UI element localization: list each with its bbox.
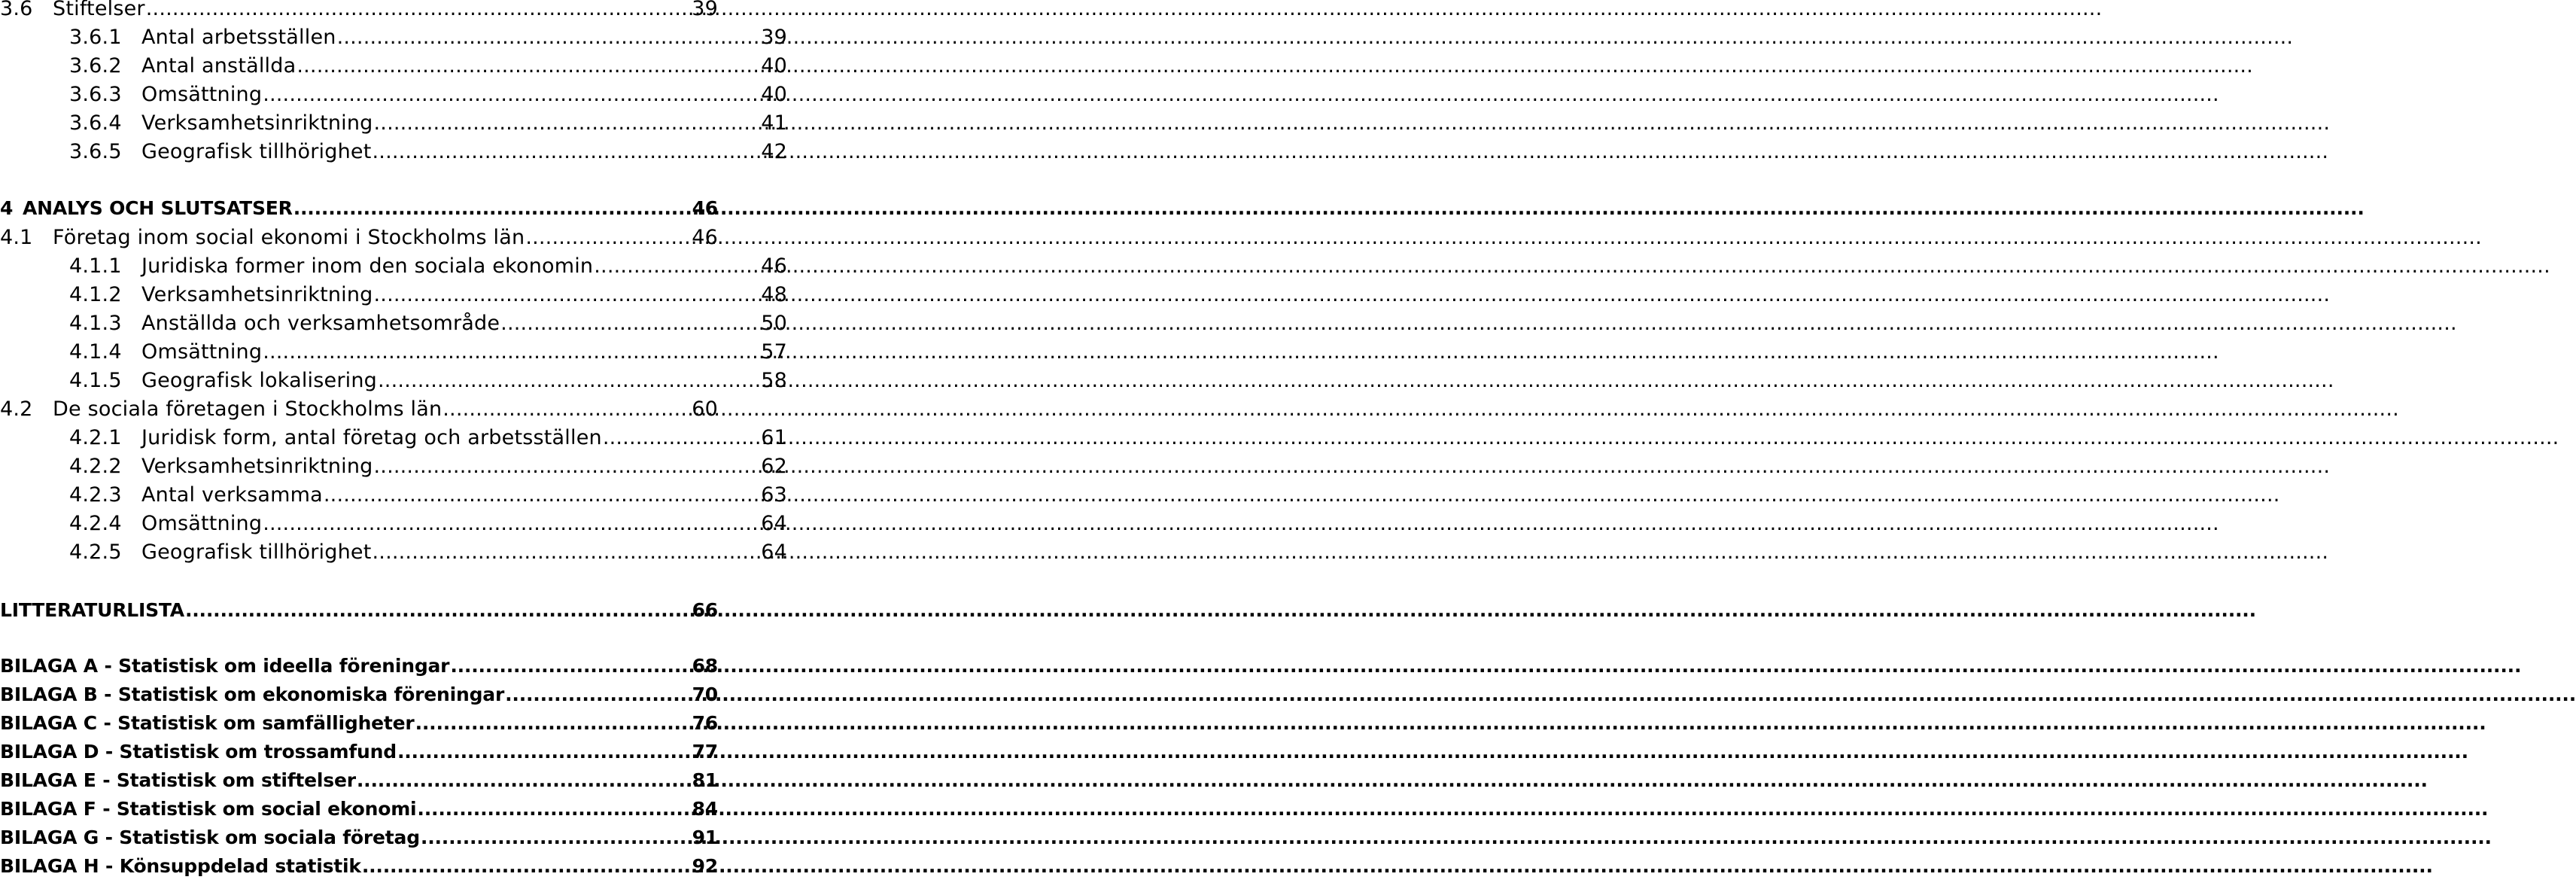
entry-page: 77 <box>692 741 718 763</box>
entry-page: 57 <box>761 340 787 364</box>
entry-page: 46 <box>761 254 787 278</box>
entry-title: BILAGA H - Könsuppdelad statistik <box>0 855 361 877</box>
toc-entry <box>0 140 787 169</box>
dot-leader <box>373 140 761 163</box>
dot-leader <box>603 426 760 449</box>
toc-entry <box>0 397 718 426</box>
dot-leader <box>362 855 692 877</box>
entry-number: 4.2.2 <box>69 455 122 478</box>
entry-page: 84 <box>692 798 718 820</box>
entry-number: 4.1 <box>0 226 33 249</box>
entry-title: BILAGA F - Statistisk om social ekonomi <box>0 798 417 820</box>
dot-leader <box>263 512 760 535</box>
dot-leader <box>337 26 761 49</box>
toc-appendix-entry <box>0 655 718 683</box>
dot-leader <box>378 369 760 392</box>
entry-page: 91 <box>692 827 718 848</box>
dot-leader <box>594 254 760 278</box>
entry-title: Antal arbetsställen <box>141 26 336 49</box>
entry-number: 4.1.5 <box>69 369 122 392</box>
dot-leader <box>450 655 691 677</box>
entry-number: 4.2 <box>0 397 33 421</box>
dot-leader <box>374 283 761 306</box>
entry-title: LITTERATURLISTA <box>0 599 184 621</box>
entry-page: 58 <box>761 369 787 392</box>
dot-leader <box>397 741 692 763</box>
entry-page: 46 <box>692 226 718 249</box>
entry-page: 60 <box>692 397 718 421</box>
dot-leader <box>525 226 691 249</box>
entry-number: 3.6.3 <box>69 83 122 106</box>
entry-number: 3.6.1 <box>69 26 122 49</box>
entry-page: 63 <box>761 483 787 507</box>
toc-entry <box>0 83 787 111</box>
entry-page: 61 <box>761 426 787 449</box>
entry-title: Geografisk tillhörighet <box>141 540 372 564</box>
entry-title: Juridiska former inom den sociala ekonomin <box>141 254 594 278</box>
dot-leader <box>146 0 691 20</box>
entry-title: Antal verksamma <box>141 483 323 507</box>
entry-title: Geografisk lokalisering <box>141 369 377 392</box>
dot-leader <box>293 197 692 219</box>
toc-entry <box>0 0 718 26</box>
entry-page: 46 <box>692 197 718 219</box>
toc-entry <box>0 426 787 455</box>
entry-title: Omsättning <box>141 83 263 106</box>
dot-leader <box>357 769 692 791</box>
entry-title: Företag inom social ekonomi i Stockholms län <box>53 226 525 249</box>
entry-number: 3.6.5 <box>69 140 122 163</box>
entry-number: 4.2.3 <box>69 483 122 507</box>
entry-title: Antal anställda <box>141 54 297 78</box>
toc-appendix-entry <box>0 741 718 769</box>
entry-page: 48 <box>761 283 787 306</box>
toc-appendix-entry <box>0 798 718 827</box>
dot-leader <box>505 683 692 705</box>
entry-page: 40 <box>761 83 787 106</box>
entry-title: De sociala företagen i Stockholms län <box>53 397 443 421</box>
entry-page: 42 <box>761 140 787 163</box>
entry-page: 70 <box>692 683 718 705</box>
toc-entry <box>0 369 787 397</box>
toc-appendix-entry <box>0 855 718 884</box>
entry-number: 4.2.4 <box>69 512 122 535</box>
dot-leader <box>374 455 761 478</box>
entry-title: BILAGA E - Statistisk om stiftelser <box>0 769 356 791</box>
entry-page: 64 <box>761 540 787 564</box>
entry-number: 3.6.2 <box>69 54 122 78</box>
entry-title: Verksamhetsinriktning <box>141 283 373 306</box>
entry-title: Verksamhetsinriktning <box>141 455 373 478</box>
entry-title: ANALYS OCH SLUTSATSER <box>23 197 293 219</box>
entry-number: 4.1.1 <box>69 254 122 278</box>
entry-number: 4.1.2 <box>69 283 122 306</box>
entry-title: Omsättning <box>141 512 263 535</box>
dot-leader <box>374 111 761 135</box>
entry-page: 81 <box>692 769 718 791</box>
toc-entry <box>0 226 718 254</box>
dot-leader <box>443 397 691 421</box>
entry-number: 4.1.4 <box>69 340 122 364</box>
toc-entry <box>0 26 787 54</box>
entry-number: 4.1.3 <box>69 312 122 335</box>
toc-entry <box>0 340 787 369</box>
toc-entry <box>0 455 787 483</box>
toc-chapter-entry <box>0 197 718 226</box>
toc-appendix-entry <box>0 769 718 798</box>
toc-entry <box>0 483 787 512</box>
entry-title: BILAGA G - Statistisk om sociala företag <box>0 827 420 848</box>
toc-entry <box>0 312 787 340</box>
entry-title: Omsättning <box>141 340 263 364</box>
toc-section-entry <box>0 599 718 628</box>
entry-page: 39 <box>761 26 787 49</box>
toc-entry <box>0 54 787 83</box>
entry-page: 66 <box>692 599 718 621</box>
entry-number: 4 <box>0 197 14 219</box>
toc-entry <box>0 512 787 540</box>
entry-title: Stiftelser <box>53 0 145 20</box>
entry-title: Geografisk tillhörighet <box>141 140 372 163</box>
entry-title: BILAGA D - Statistisk om trossamfund <box>0 741 397 763</box>
dot-leader <box>415 712 692 734</box>
entry-page: 92 <box>692 855 718 877</box>
toc-entry <box>0 540 787 569</box>
toc-appendix-entry <box>0 712 718 741</box>
dot-leader <box>324 483 760 507</box>
toc-appendix-entry <box>0 827 718 855</box>
entry-page: 68 <box>692 655 718 677</box>
entry-page: 40 <box>761 54 787 78</box>
entry-page: 62 <box>761 455 787 478</box>
entry-page: 39 <box>692 0 718 20</box>
dot-leader <box>500 312 760 335</box>
entry-number: 3.6.4 <box>69 111 122 135</box>
entry-page: 41 <box>761 111 787 135</box>
dot-leader <box>421 827 692 848</box>
dot-leader <box>417 798 691 820</box>
entry-page: 76 <box>692 712 718 734</box>
toc-appendix-entry <box>0 683 718 712</box>
entry-title: BILAGA B - Statistisk om ekonomiska föreningar <box>0 683 505 705</box>
entry-title: Verksamhetsinriktning <box>141 111 373 135</box>
dot-leader <box>297 54 760 78</box>
dot-leader <box>373 540 761 564</box>
entry-title: BILAGA C - Statistisk om samfälligheter <box>0 712 415 734</box>
entry-title: BILAGA A - Statistisk om ideella föreningar <box>0 655 450 677</box>
entry-title: Juridisk form, antal företag och arbetsställen <box>141 426 602 449</box>
dot-leader <box>263 83 760 106</box>
entry-page: 64 <box>761 512 787 535</box>
entry-number: 4.2.1 <box>69 426 122 449</box>
entry-page: 50 <box>761 312 787 335</box>
entry-number: 3.6 <box>0 0 33 20</box>
dot-leader <box>185 599 692 621</box>
dot-leader <box>263 340 760 364</box>
toc-entry <box>0 111 787 140</box>
entry-title: Anställda och verksamhetsområde <box>141 312 500 335</box>
toc-entry <box>0 254 787 283</box>
entry-number: 4.2.5 <box>69 540 122 564</box>
toc-entry <box>0 283 787 312</box>
